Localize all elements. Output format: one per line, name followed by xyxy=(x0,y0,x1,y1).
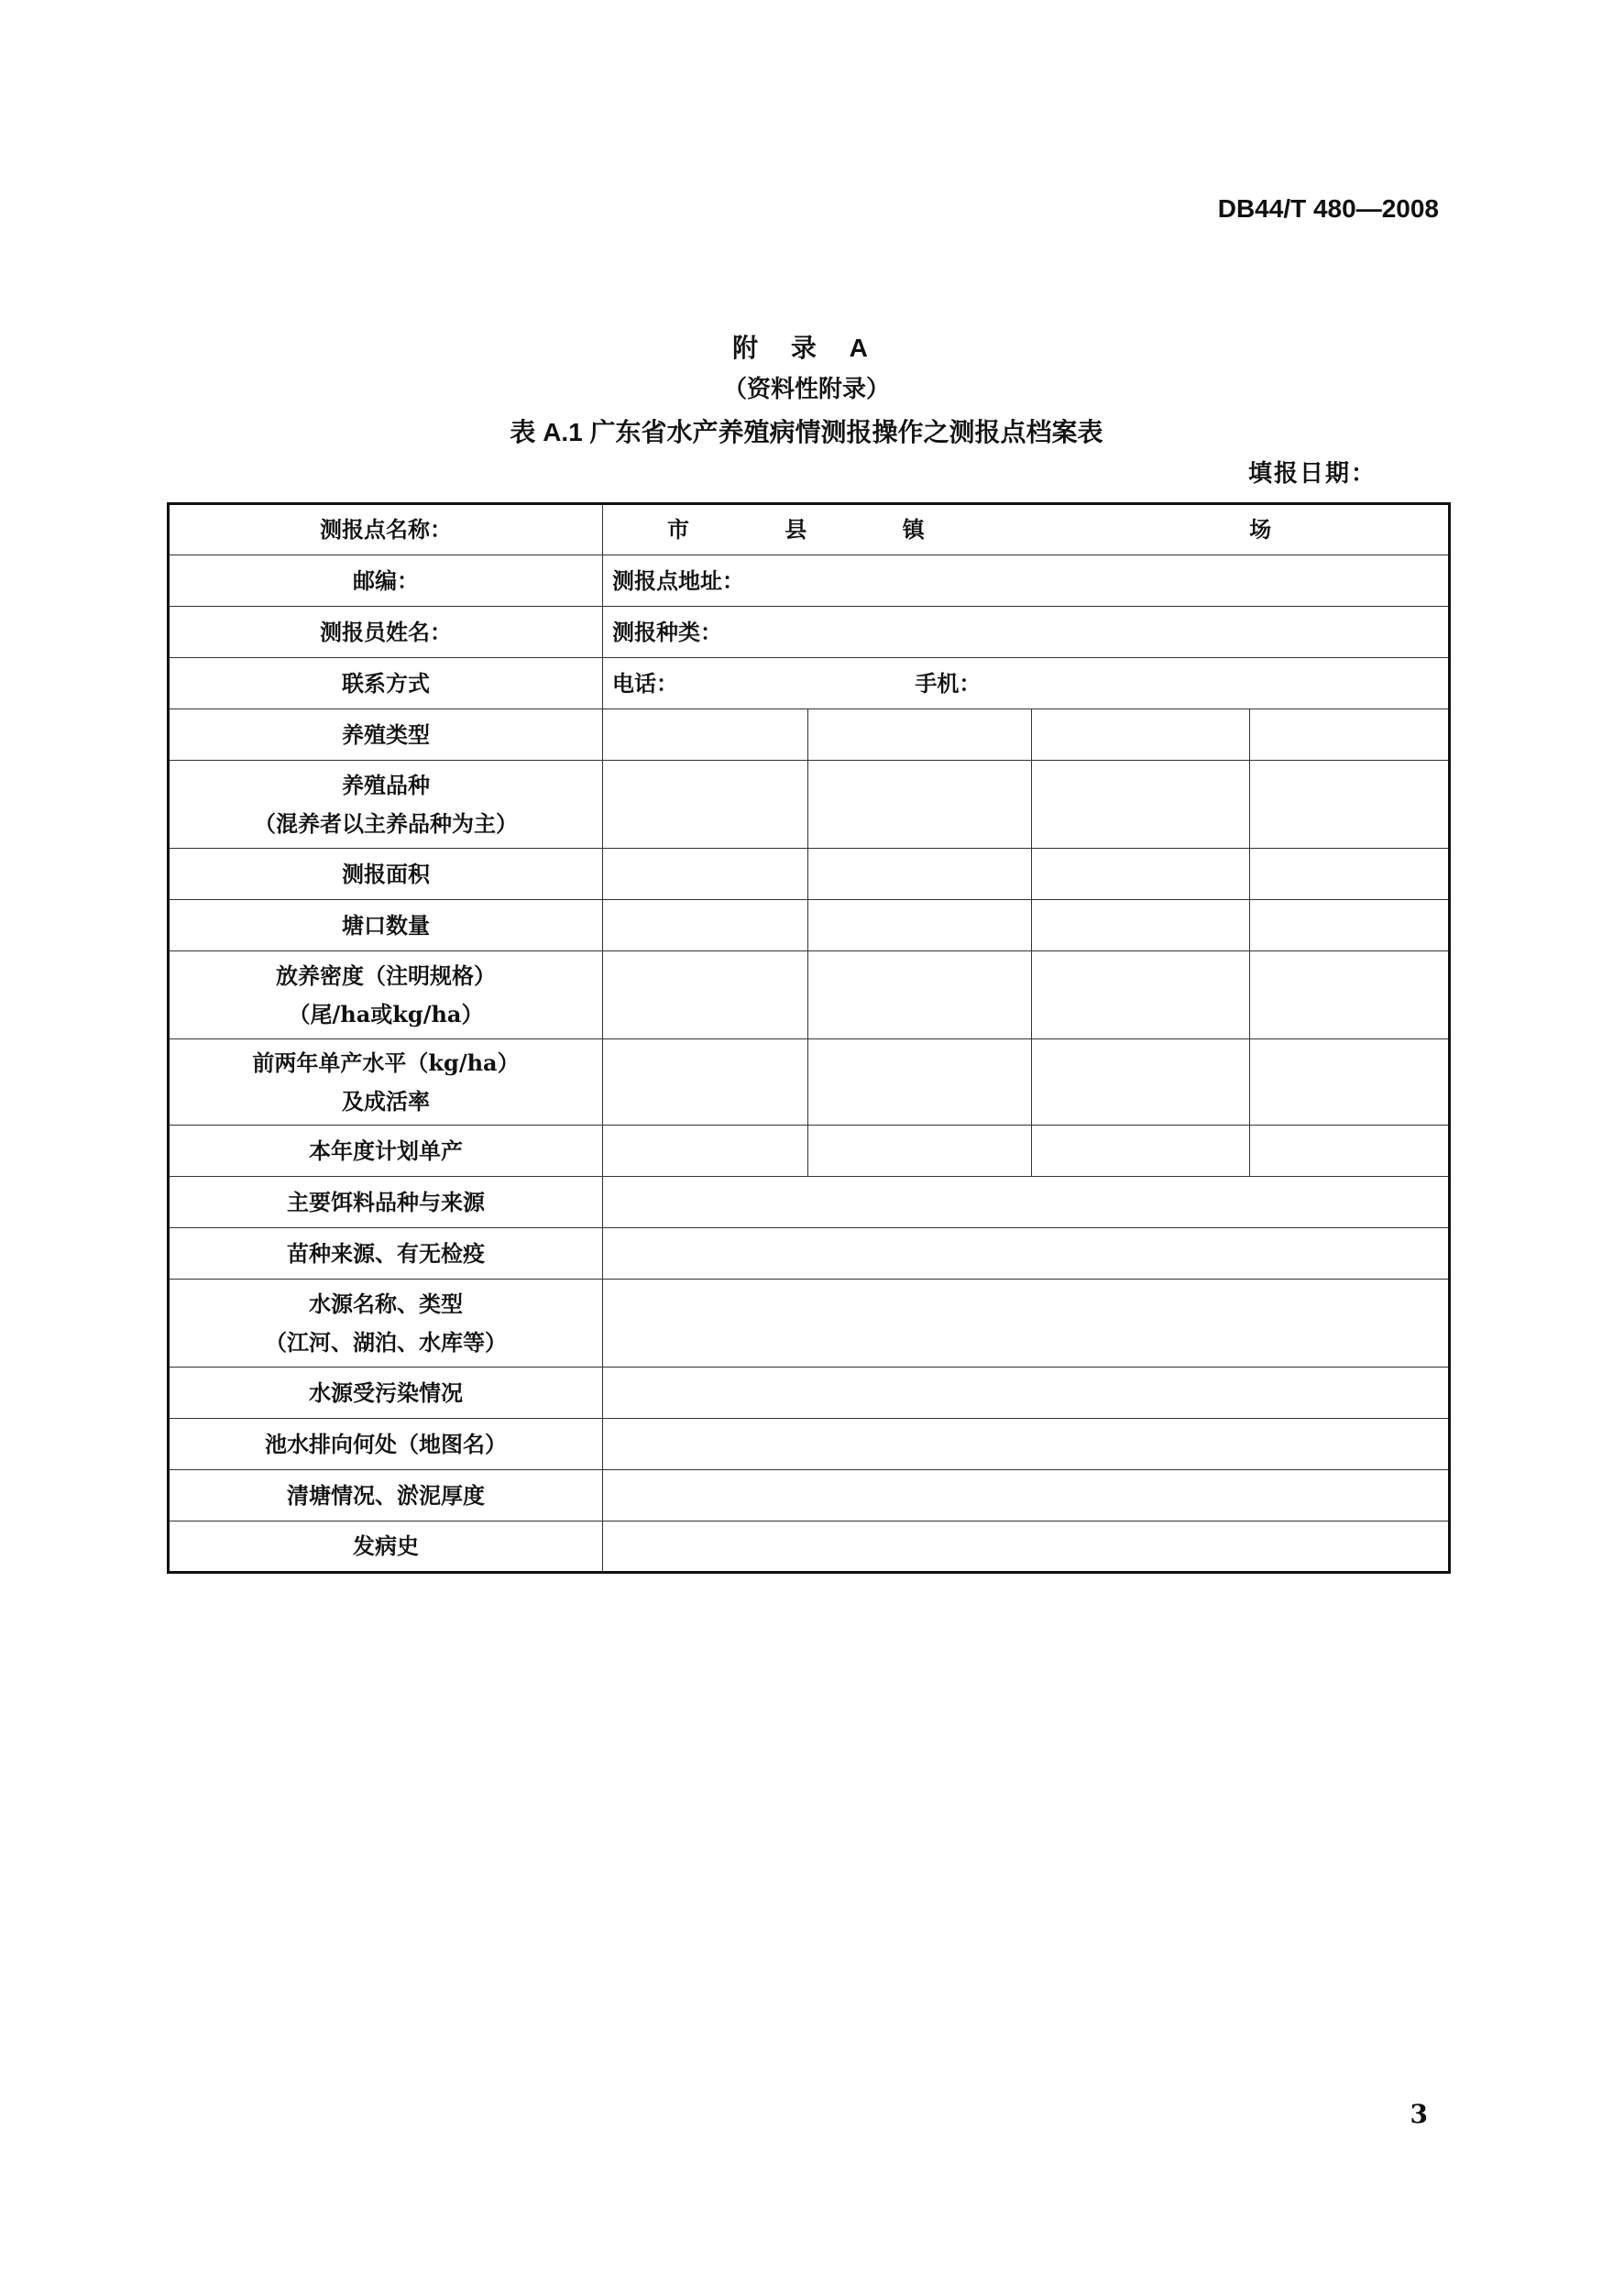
grid-cell[interactable] xyxy=(808,951,1032,1039)
county-label: 县 xyxy=(785,516,807,543)
grid-row-label: 本年度计划单产 xyxy=(169,1126,603,1177)
appendix-type: （资料性附录） xyxy=(722,375,890,402)
grid-cell[interactable] xyxy=(808,709,1032,761)
grid-cell[interactable] xyxy=(1032,900,1250,951)
contact-field[interactable] xyxy=(603,658,1450,709)
grid-cell[interactable] xyxy=(808,900,1032,951)
grid-cell[interactable] xyxy=(1250,761,1450,849)
report-type-label: 测报种类： xyxy=(612,618,722,645)
grid-cell[interactable] xyxy=(808,849,1032,900)
wide-row xyxy=(169,1522,1450,1573)
grid-cell[interactable] xyxy=(1250,951,1450,1039)
grid-row-label: 前两年单产水平（kg/ha） 及成活率 xyxy=(169,1039,603,1126)
grid-row-label: 测报面积 xyxy=(169,849,603,900)
grid-row xyxy=(169,849,1450,900)
grid-cell[interactable] xyxy=(1032,709,1250,761)
page-number: 3 xyxy=(1410,2099,1428,2129)
grid-row-label: 养殖类型 xyxy=(169,709,603,761)
wide-row xyxy=(169,1177,1450,1228)
fill-date-label: 填报日期： xyxy=(1247,460,1377,488)
grid-cell[interactable] xyxy=(603,709,808,761)
grid-cell[interactable] xyxy=(1250,709,1450,761)
grid-cell[interactable] xyxy=(1250,1126,1450,1177)
grid-row xyxy=(169,761,1450,849)
wide-row xyxy=(169,1419,1450,1470)
wide-row-field[interactable] xyxy=(603,1280,1450,1368)
grid-cell[interactable] xyxy=(603,761,808,849)
address-label: 测报点地址： xyxy=(612,566,744,594)
grid-cell[interactable] xyxy=(808,761,1032,849)
wide-row-field[interactable] xyxy=(603,1177,1450,1228)
grid-row-label: 养殖品种 （混养者以主养品种为主） xyxy=(169,761,603,849)
phone-label: 电话： xyxy=(612,669,678,697)
grid-row xyxy=(169,900,1450,951)
wide-row xyxy=(169,1470,1450,1522)
grid-cell[interactable] xyxy=(1250,900,1450,951)
wide-row-field[interactable] xyxy=(603,1470,1450,1522)
wide-row-label: 主要饵料品种与来源 xyxy=(169,1177,603,1228)
grid-cell[interactable] xyxy=(1032,761,1250,849)
grid-cell[interactable] xyxy=(808,1039,1032,1126)
grid-row xyxy=(169,951,1450,1039)
mobile-label: 手机： xyxy=(915,669,982,697)
grid-row-label: 塘口数量 xyxy=(169,900,603,951)
form-row-contact xyxy=(169,658,1450,709)
grid-cell[interactable] xyxy=(603,1039,808,1126)
wide-row xyxy=(169,1228,1450,1280)
grid-cell[interactable] xyxy=(603,900,808,951)
title-block xyxy=(0,328,1613,455)
grid-cell[interactable] xyxy=(1032,849,1250,900)
wide-row-label: 苗种来源、有无检疫 xyxy=(169,1228,603,1280)
wide-row-label: 水源名称、类型 （江河、湖泊、水库等） xyxy=(169,1280,603,1368)
grid-row xyxy=(169,1126,1450,1177)
form-row-postcode xyxy=(169,555,1450,607)
grid-cell[interactable] xyxy=(1032,951,1250,1039)
wide-row-field[interactable] xyxy=(603,1368,1450,1419)
town-label: 镇 xyxy=(902,516,925,543)
wide-row-label: 清塘情况、淤泥厚度 xyxy=(169,1470,603,1522)
city-label: 市 xyxy=(667,516,689,543)
wide-row-field[interactable] xyxy=(603,1522,1450,1573)
station-name-label: 测报点名称： xyxy=(169,504,603,555)
table-title: 表 A.1 广东省水产养殖病情测报操作之测报点档案表 xyxy=(510,418,1103,446)
grid-cell[interactable] xyxy=(808,1126,1032,1177)
form-row-station-name xyxy=(169,504,1450,555)
grid-row xyxy=(169,709,1450,761)
wide-row xyxy=(169,1280,1450,1368)
appendix-title: 附 录 A xyxy=(732,334,881,362)
grid-cell[interactable] xyxy=(1032,1039,1250,1126)
station-record-form xyxy=(167,502,1451,1574)
farm-label: 场 xyxy=(1249,516,1272,543)
address-field[interactable] xyxy=(603,555,1450,607)
grid-cell[interactable] xyxy=(1250,1039,1450,1126)
wide-row-label: 发病史 xyxy=(169,1522,603,1573)
wide-row-label: 池水排向何处（地图名） xyxy=(169,1419,603,1470)
reporter-label: 测报员姓名： xyxy=(169,607,603,658)
contact-label: 联系方式 xyxy=(169,658,603,709)
standard-code: DB44/T 480—2008 xyxy=(1217,194,1439,223)
form-row-reporter xyxy=(169,607,1450,658)
postcode-label: 邮编： xyxy=(169,555,603,607)
grid-cell[interactable] xyxy=(1250,849,1450,900)
grid-cell[interactable] xyxy=(603,1126,808,1177)
wide-row-label: 水源受污染情况 xyxy=(169,1368,603,1419)
grid-row-label: 放养密度（注明规格） （尾/ha或kg/ha） xyxy=(169,951,603,1039)
grid-cell[interactable] xyxy=(603,849,808,900)
station-name-field[interactable] xyxy=(603,504,1450,555)
wide-row-field[interactable] xyxy=(603,1228,1450,1280)
grid-cell[interactable] xyxy=(603,951,808,1039)
grid-cell[interactable] xyxy=(1032,1126,1250,1177)
grid-row xyxy=(169,1039,1450,1126)
wide-row xyxy=(169,1368,1450,1419)
report-type-field[interactable] xyxy=(603,607,1450,658)
wide-row-field[interactable] xyxy=(603,1419,1450,1470)
